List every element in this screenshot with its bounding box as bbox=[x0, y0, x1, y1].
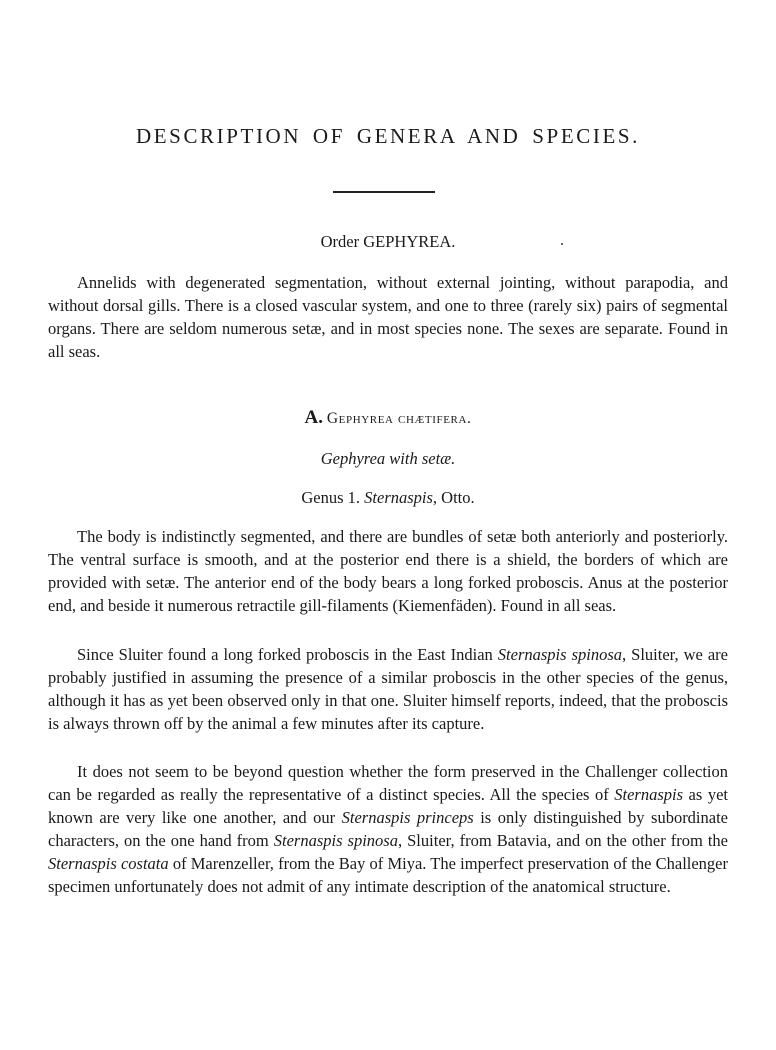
genus-heading bbox=[48, 488, 728, 508]
species-name: Sternaspis spinosa bbox=[273, 831, 398, 850]
intro-paragraph: Annelids with degenerated segmentation, without external jointing, without parapodia, and without dorsal gills. There is a closed vascular system, and one to three (rarely six) pairs of segmental organs. There are seldom numerous setæ, and in most species none. The sexes are separate. Found in all seas. bbox=[48, 273, 728, 361]
species-name: Sternaspis spinosa bbox=[497, 645, 622, 664]
order-heading: Order GEPHYREA. bbox=[320, 232, 456, 251]
genus-prefix: Genus 1. bbox=[301, 488, 361, 507]
section-letter: A. bbox=[304, 407, 323, 428]
page-title: DESCRIPTION OF GENERA AND SPECIES. bbox=[135, 124, 641, 148]
genus-name: Sternaspis bbox=[364, 488, 433, 507]
text-run: , Sluiter, from Batavia, and on the other from the bbox=[397, 831, 728, 850]
print-speck bbox=[561, 243, 563, 245]
body-paragraph-1: The body is indistinctly segmented, and there are bundles of setæ both anteriorly and posteriorly. The ventral surface is smooth, and at the posterior end there is a shield, the borders of which are provided with setæ. The anterior end of the body bears a long forked proboscis. Anus at the posterior end, and beside it numerous retractile gill-filaments (Kiemenfäden). Found in all seas. bbox=[48, 527, 728, 615]
title-divider bbox=[333, 191, 435, 193]
text-run: It does not seem to be beyond question whether the form preserved in the Challenger collection can be regarded as really the representative of a distinct species. All the species of bbox=[48, 762, 728, 804]
section-name: Gephyrea chætifera. bbox=[326, 410, 472, 427]
species-name: Sternaspis princeps bbox=[341, 808, 474, 827]
genus-author: , Otto. bbox=[432, 488, 475, 507]
text-run: of Marenzeller, from the Bay of Miya. The imperfect preservation of the Challenger specimen unfortunately does not admit of any intimate description of the anatomical structure. bbox=[48, 854, 728, 896]
text-run: , Sluiter, we are probably justified in assuming the presence of a similar proboscis in the other species of the genus, although it has as yet been observed only in that one. Sluiter himself reports, indeed, that the proboscis is always thrown off by the animal a few minutes after its capture. bbox=[48, 645, 729, 733]
section-heading bbox=[48, 407, 728, 429]
body-paragraph-2 bbox=[48, 643, 728, 735]
body-paragraph-3 bbox=[48, 760, 728, 898]
text-run: is only distinguished by subordinate characters, on the one hand from bbox=[48, 808, 728, 850]
text-run: Since Sluiter found a long forked proboscis in the East Indian bbox=[77, 645, 498, 664]
section-subtitle: Gephyrea with setæ. bbox=[320, 449, 456, 468]
text-run: as yet known are very like one another, and our bbox=[48, 785, 728, 827]
genus-name: Sternaspis bbox=[614, 785, 684, 804]
species-name: Sternaspis costata bbox=[48, 854, 169, 873]
